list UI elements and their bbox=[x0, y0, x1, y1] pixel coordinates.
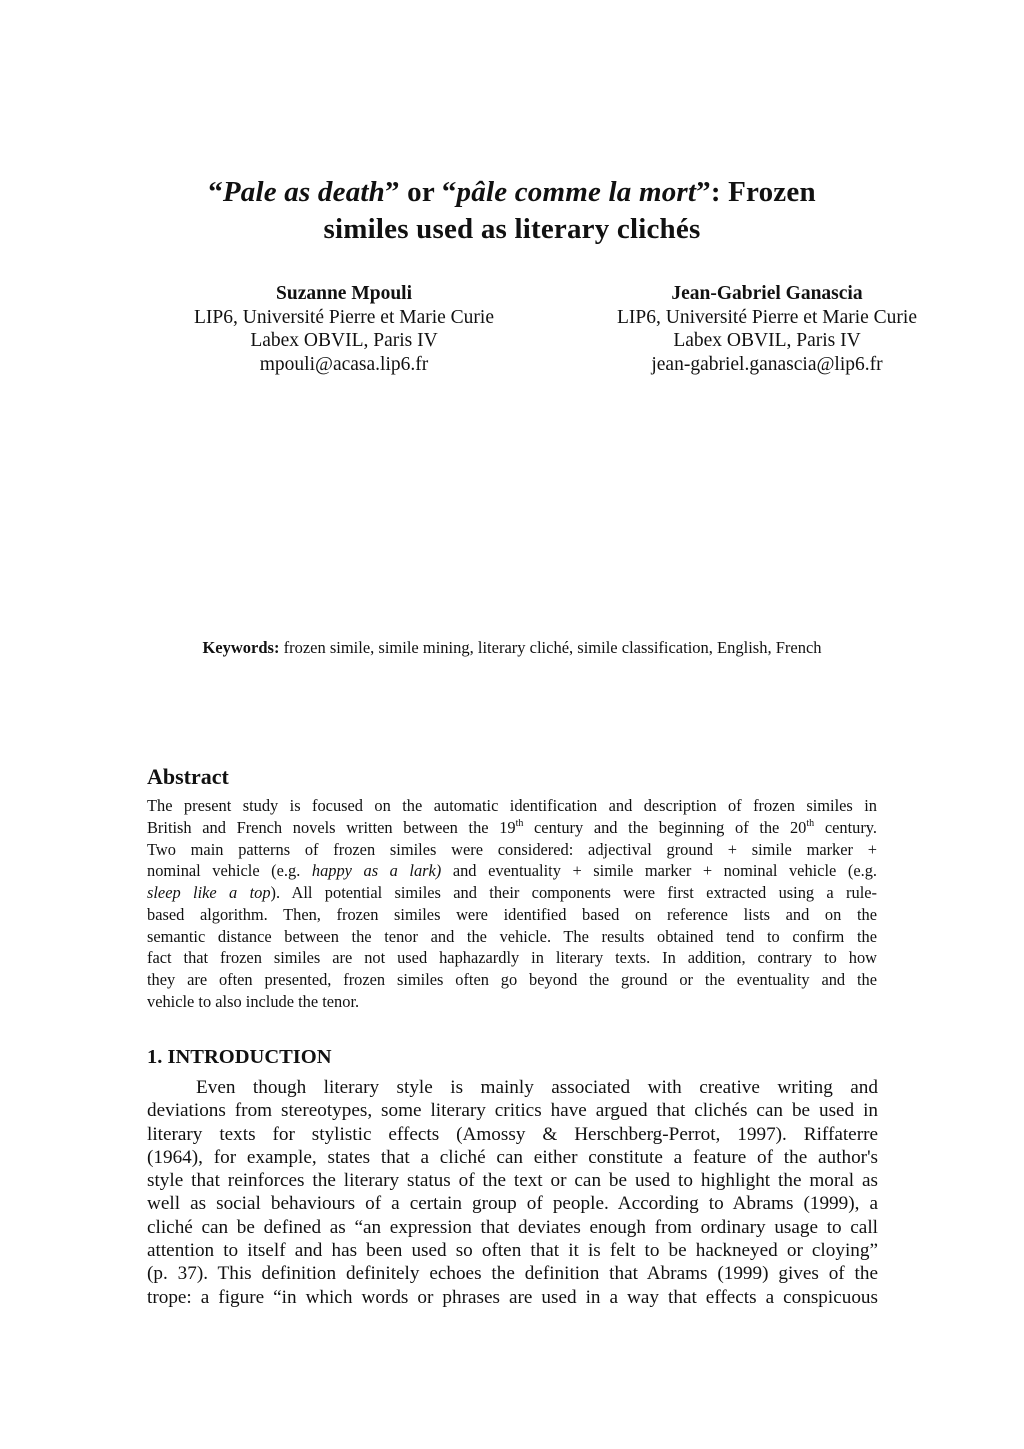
abstract-line: British and French novels written between the 19th century and the beginning of the 20th century. bbox=[147, 818, 878, 837]
abstract-line: based algorithm. Then, frozen similes were identified based on reference lists and on the bbox=[147, 905, 877, 924]
intro-line: style that reinforces the literary status of the text or can be used to highlight the moral as bbox=[147, 1170, 878, 1191]
abstract-line: The present study is focused on the automatic identification and description of frozen similes in bbox=[147, 796, 877, 815]
keywords-label: Keywords: bbox=[202, 638, 280, 657]
paper-title-line-1: “Pale as death” or “pâle comme la mort”: Frozen bbox=[208, 176, 816, 208]
intro-line: deviations from stereotypes, some literary critics have argued that clichés can be used in bbox=[147, 1100, 878, 1121]
abstract-line: they are often presented, frozen similes often go beyond the ground or the eventuality and the bbox=[147, 970, 877, 989]
author-affiliation: LIP6, Université Pierre et Marie Curie bbox=[617, 306, 917, 328]
intro-line: Even though literary style is mainly associated with creative writing and bbox=[196, 1077, 878, 1098]
author-email: mpouli@acasa.lip6.fr bbox=[259, 353, 429, 375]
paper-title-line-2: similes used as literary clichés bbox=[323, 213, 701, 245]
author-name: Jean-Gabriel Ganascia bbox=[671, 283, 863, 304]
abstract-heading: Abstract bbox=[147, 764, 229, 789]
abstract-line: fact that frozen similes are not used haphazardly in literary texts. In addition, contrary to how bbox=[147, 948, 877, 967]
author-affiliation: Labex OBVIL, Paris IV bbox=[250, 330, 438, 351]
intro-line: (p. 37). This definition definitely echoes the definition that Abrams (1999) gives of the bbox=[147, 1263, 878, 1284]
abstract-line: nominal vehicle (e.g. happy as a lark) and eventuality + simile marker + nominal vehicle (e.g. bbox=[147, 861, 877, 880]
intro-line: literary texts for stylistic effects (Amossy & Herschberg-Perrot, 1997). Riffaterre bbox=[147, 1124, 878, 1145]
author-email: jean-gabriel.ganascia@lip6.fr bbox=[651, 353, 883, 375]
intro-line: attention to itself and has been used so often that it is felt to be hackneyed or cloying” bbox=[147, 1240, 878, 1261]
author-name: Suzanne Mpouli bbox=[276, 283, 412, 304]
author-block-1 bbox=[164, 282, 524, 376]
keywords-line bbox=[0, 637, 1024, 659]
abstract-line: Two main patterns of frozen similes were considered: adjectival ground + simile marker + bbox=[147, 840, 877, 859]
intro-line: well as social behaviours of a certain group of people. According to Abrams (1999), a bbox=[147, 1193, 878, 1214]
author-affiliation: Labex OBVIL, Paris IV bbox=[673, 330, 861, 351]
keywords-text: frozen simile, simile mining, literary cliché, simile classification, English, French bbox=[279, 638, 822, 657]
author-affiliation: LIP6, Université Pierre et Marie Curie bbox=[194, 306, 494, 328]
author-block-2 bbox=[587, 282, 947, 376]
abstract-line: sleep like a top). All potential similes and their components were first extracted using a rule- bbox=[147, 883, 877, 902]
intro-line: cliché can be defined as “an expression that deviates enough from ordinary usage to call bbox=[147, 1217, 878, 1238]
abstract-line: vehicle to also include the tenor. bbox=[147, 992, 360, 1011]
intro-line: trope: a figure “in which words or phrases are used in a way that effects a conspicuous bbox=[147, 1287, 878, 1308]
section-heading-introduction: 1. INTRODUCTION bbox=[147, 1046, 332, 1068]
abstract-line: semantic distance between the tenor and the vehicle. The results obtained tend to confirm the bbox=[147, 927, 877, 946]
intro-line: (1964), for example, states that a cliché can either constitute a feature of the author's bbox=[147, 1147, 878, 1168]
